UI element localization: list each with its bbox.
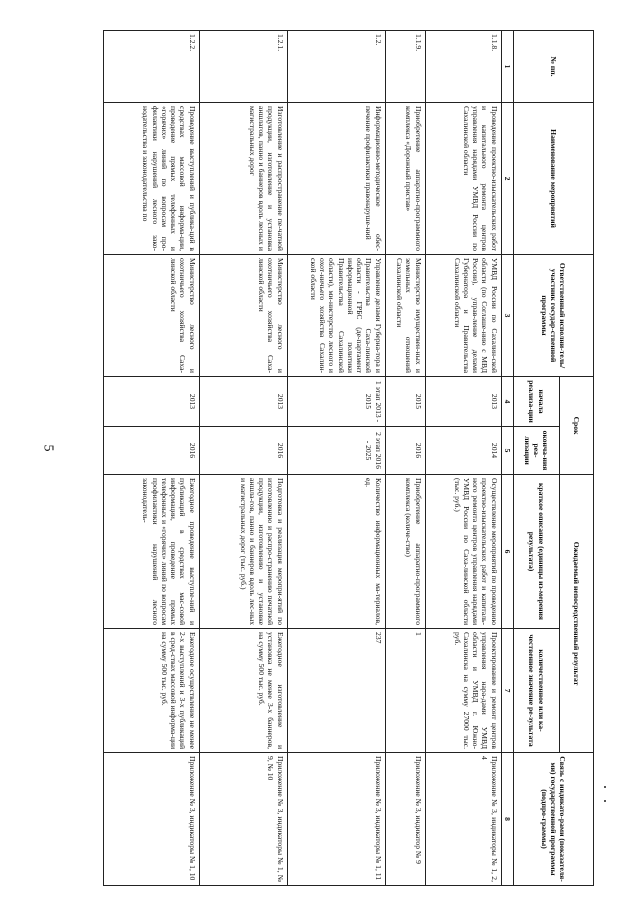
column-number: 6 [501,475,513,629]
table-row [385,31,425,886]
table-row [425,31,501,886]
row-link: Приложение № 3, индикаторы № 1, № 9, № 10 [199,753,287,886]
row-num: 1.1.8. [425,31,501,103]
column-number: 7 [501,629,513,753]
row-end: 2014 [425,427,501,475]
row-result-desc: Ежегодное проведение выступле-ний и публикаций в средствах мас-совой информации, проведение прямых телефонных и «горячих» линий по вопросам профилактики нарушений лесного законодатель- [103,475,199,629]
rotated-table-container [141,30,594,885]
scan-speck [604,800,606,802]
header-num: № пп. [514,31,594,103]
row-executor: Управление делами Губерна-тора и Правительства Саха-линской области - ГРБС (де-партамент информационной политики Правительства Сахалинской области), ми-нистерство лесного и охот-ничьего хозяйства Сахалин-ской области [287,255,385,377]
row-result-value: Проектирование и ремонт центров управления нара-дами УМВД области и УМВД г. Южно-Сахалинска на сумму 27000 тыс. руб. [425,629,501,753]
row-end: 2 этап 2016 - 2025 [287,427,385,475]
header-term-end: оконча-ния реа-лизации [514,427,560,475]
header-term: Срок [560,377,594,475]
row-start: 2013 [199,377,287,427]
header-result: Ожидаемый непосредственный результат [560,475,594,753]
row-executor: Министерство лесного и охотничьего хозяйства Саха-линской области [199,255,287,377]
column-number: 3 [501,255,513,377]
scan-speck [604,786,606,788]
row-result-value: 1 [385,629,425,753]
column-number: 5 [501,427,513,475]
header-executor: Ответственный исполни-тель/ участник государ-ственной программы [514,255,594,377]
row-link: Приложение № 3, индикаторы № 1, 2, 4 [425,753,501,886]
row-end: 2016 [199,427,287,475]
row-name: Приобретение аппаратно-программного комплекса «Дорожный пристав» [385,103,425,255]
row-start: 2013 [103,377,199,427]
row-num: 1.2.2. [103,31,199,103]
row-executor: Министерство имуществен-ных и земельных отношений Сахалинской области [385,255,425,377]
column-number: 2 [501,103,513,255]
header-result-value: количественное или ка-чественное значение ре-зультата [514,629,560,753]
row-result-desc: Количество информационных ма-териалов, ед. [287,475,385,629]
row-result-desc: Осуществление мероприятий по проведению проектно-изыскательских работ и капиталь-ного ремонта центров управления нарядами УМВД России по Саха-линской области (тыс. руб.) [425,475,501,629]
row-result-value: Ежегодное осуществление не менее 2-х выступлений и 3-х публикаций в сред-ствах массовой информа-ции на сумму 500 тыс. руб. [103,629,199,753]
row-start: 2013 [425,377,501,427]
row-name: Проведение проектно-изыскательских работ и капитального ремонта центров управления нарядами УМВД России по Сахалинской области [425,103,501,255]
row-name: Изготовление и распространение пе-чатной продукции, изготовление и установка аншлагов, панно и баннеров вдоль лесных и магистральных дорог [199,103,287,255]
row-num: 1.2. [287,31,385,103]
header-name: Наименование мероприятий [514,103,594,255]
page-number: 5 [40,444,56,452]
column-number: 4 [501,377,513,427]
header-result-desc: краткое описание (единицы из-мерения результата) [514,475,560,629]
row-link: Приложение № 3, индикаторы № 1, 11 [287,753,385,886]
table-row [287,31,385,886]
column-number: 1 [501,31,513,103]
row-result-value: Ежегодное изготовление и установка не менее 3-х баннеров, на сумму 500 тыс. руб. [199,629,287,753]
row-start: 1 этап 2013 - 2015 [287,377,385,427]
row-end: 2016 [385,427,425,475]
header-link: Связь с индикато-рами (показателя-ми) государственной программы (подпро-граммы) [514,753,594,886]
row-result-desc: Приобретение аппаратно-программного комплекса (количе-ство) [385,475,425,629]
row-name: Информационно-методическое обес-печение профилактики правонаруше-ний [287,103,385,255]
measures-table [103,30,594,886]
row-link: Приложение № 3, индикаторы № 1, 10 [103,753,199,886]
row-num: 1.2.1. [199,31,287,103]
header-term-start: начала реализа-ции [514,377,560,427]
row-executor: УМВД России по Сахалин-ской области (по Соглаше-нию с МВД России), управ-ление делами Губернатора и Правительства Сахалинской области [425,255,501,377]
table-row [103,31,199,886]
row-num: 1.1.9. [385,31,425,103]
row-name: Проведение выступлений и публика-ций в средствах массовой информа-ции, проведение прямых телефонных и «горячих» линий по вопросам про-филактики нарушений лесного зако-нодательства и законодательства по [103,103,199,255]
table-row [199,31,287,886]
row-start: 2015 [385,377,425,427]
row-executor: Министерство лесного и охотничьего хозяйства Саха-линской области [103,255,199,377]
row-link: Приложение № 3, индикатор № 9 [385,753,425,886]
row-result-value: 237 [287,629,385,753]
column-number: 8 [501,753,513,886]
row-result-desc: Подготовка и реализация меропри-ятий по изготовлению и распро-странению печатной продукции, изготовлению и установке аншла-гов, панно и баннеров вдоль лес-ных и магистральных дорог (тыс. руб.) [199,475,287,629]
row-end: 2016 [103,427,199,475]
